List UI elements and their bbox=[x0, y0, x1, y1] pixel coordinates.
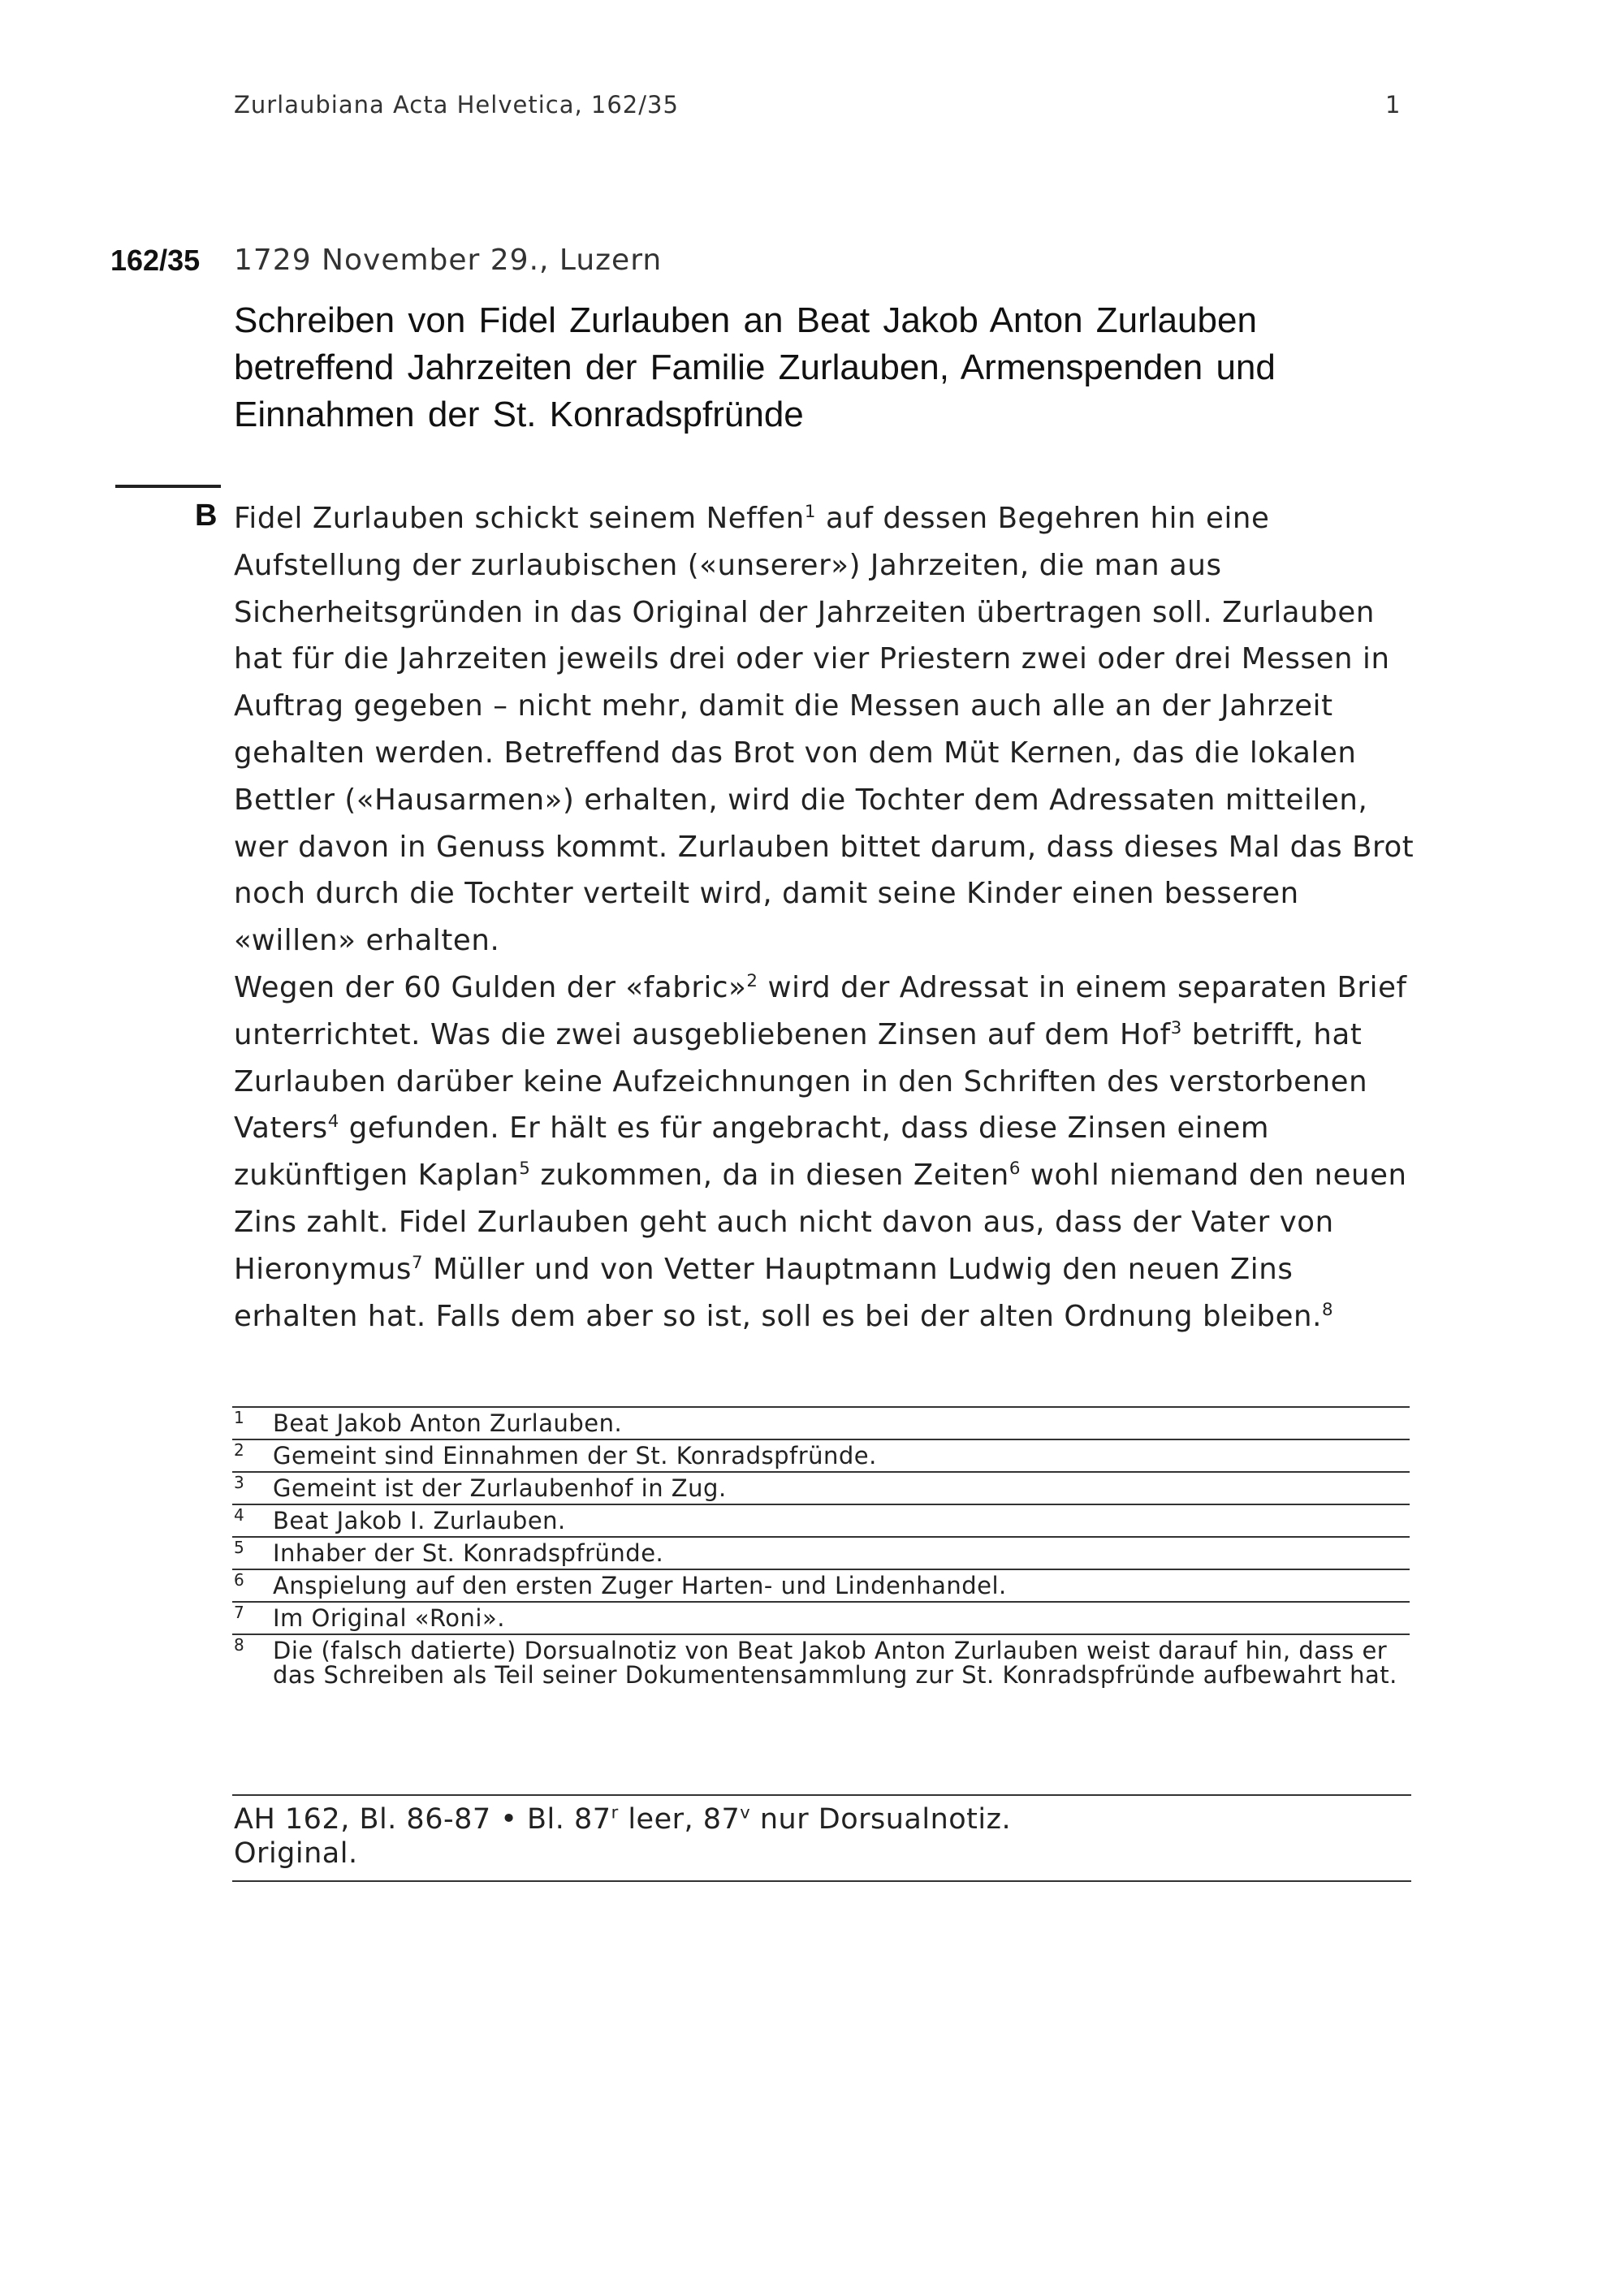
footnote-number: 2 bbox=[234, 1440, 245, 1460]
footnote-number: 7 bbox=[234, 1603, 245, 1622]
footnote-number: 1 bbox=[234, 1408, 245, 1427]
abstract-paragraph-1 bbox=[234, 495, 1419, 965]
footnote bbox=[232, 1536, 1410, 1569]
footnote-text: Die (falsch datierte) Dorsualnotiz von Beat Jakob Anton Zurlauben weist darauf hin, dass er das Schreiben als Teil seiner Dokumentensammlung zur St. Konradspfründe aufbewahrt hat. bbox=[273, 1637, 1397, 1689]
footnote-ref[interactable]: 8 bbox=[1322, 1299, 1334, 1320]
source-line-2: Original. bbox=[234, 1837, 358, 1870]
page-number: 1 bbox=[1385, 91, 1401, 119]
document-number: 162/35 bbox=[110, 244, 201, 277]
section-rule bbox=[115, 485, 221, 488]
footnote bbox=[232, 1601, 1410, 1634]
footnote bbox=[232, 1406, 1410, 1439]
source-text-b: leer, 87 bbox=[618, 1803, 741, 1836]
source-line-1 bbox=[234, 1802, 1411, 1836]
abstract-paragraph-2 bbox=[234, 965, 1419, 1340]
footnote bbox=[232, 1634, 1410, 1695]
document-title: Schreiben von Fidel Zurlauben an Beat Jakob Anton Zurlauben betreffend Jahrzeiten der Familie Zurlauben, Armenspenden und Einnahmen der St. Konradspfründe bbox=[234, 300, 1276, 434]
source-text-a: AH 162, Bl. 86-87 • Bl. 87 bbox=[234, 1803, 611, 1836]
abstract-marker: B bbox=[195, 498, 218, 533]
footnote-text: Beat Jakob I. Zurlauben. bbox=[273, 1507, 566, 1534]
footnote-text: Inhaber der St. Konradspfründe. bbox=[273, 1539, 664, 1567]
footnote-text: Beat Jakob Anton Zurlauben. bbox=[273, 1409, 623, 1437]
footnote-text: Gemeint ist der Zurlaubenhof in Zug. bbox=[273, 1474, 727, 1502]
abstract bbox=[234, 495, 1419, 1340]
text-run: Fidel Zurlauben schickt seinem Neffen bbox=[234, 502, 805, 535]
footnote-number: 6 bbox=[234, 1570, 245, 1590]
footnote-ref[interactable]: 2 bbox=[746, 971, 758, 992]
text-run: wird der Adressat in einem separaten Brief unterrichtet. Was die zwei ausgebliebenen Zinsen auf dem Hof bbox=[234, 970, 1407, 1051]
source-sup-recto: r bbox=[611, 1802, 619, 1823]
text-run: Wegen der 60 Gulden der «fabric» bbox=[234, 970, 747, 1004]
footnote bbox=[232, 1439, 1410, 1471]
footnote-ref[interactable]: 1 bbox=[804, 502, 817, 523]
running-title: Zurlaubiana Acta Helvetica, 162/35 bbox=[234, 91, 679, 119]
footnote-ref[interactable]: 3 bbox=[1170, 1017, 1182, 1038]
text-run: betrifft, hat Zurlauben darüber keine Aufzeichnungen in den Schriften des verstorbenen Vaters bbox=[234, 1017, 1368, 1146]
text-run: wohl niemand den neuen Zins zahlt. Fidel Zurlauben geht auch nicht davon aus, dass der Vater von Hieronymus bbox=[234, 1159, 1407, 1286]
footnote-number: 8 bbox=[234, 1635, 245, 1655]
text-run: auf dessen Begehren hin eine Aufstellung der zurlaubischen («unserer») Jahrzeiten, die man aus Sicherheitsgründen in das Original der Jahrzeiten übertragen soll. Zurlauben hat für die Jahrzeiten jeweils drei oder vier Priestern zwei oder drei Messen in Auftrag gegeben – nicht mehr, damit die Messen auch alle an der Jahrzeit gehalten werden. Betreffend das Brot von dem Müt Kernen, das die lokalen Bettler («Hausarmen») erhalten, wird die Tochter dem Adressaten mitteilen, wer davon in Genuss kommt. Zurlauben bittet darum, dass dieses Mal das Brot noch durch die Tochter verteilt wird, damit seine Kinder einen besseren «willen» erhalten. bbox=[234, 502, 1415, 958]
source-sup-verso: v bbox=[740, 1802, 751, 1823]
footnote bbox=[232, 1569, 1410, 1601]
footnote bbox=[232, 1471, 1410, 1504]
footnote-number: 4 bbox=[234, 1505, 245, 1525]
document-date-place: 1729 November 29., Luzern bbox=[234, 244, 663, 277]
footnote-ref[interactable]: 7 bbox=[412, 1252, 424, 1273]
footnotes-list bbox=[232, 1406, 1410, 1695]
footnote-text: Im Original «Roni». bbox=[273, 1604, 505, 1632]
footnote-number: 5 bbox=[234, 1538, 245, 1557]
text-run: gefunden. Er hält es für angebracht, dass diese Zinsen einem zukünftigen Kaplan bbox=[234, 1111, 1270, 1193]
footnote-number: 3 bbox=[234, 1473, 245, 1492]
source-note bbox=[232, 1794, 1411, 1882]
footnote-text: Anspielung auf den ersten Zuger Harten- und Lindenhandel. bbox=[273, 1572, 1007, 1599]
footnote-ref[interactable]: 5 bbox=[519, 1159, 531, 1180]
footnote-text: Gemeint sind Einnahmen der St. Konradspfründe. bbox=[273, 1442, 877, 1470]
source-text-c: nur Dorsualnotiz. bbox=[750, 1803, 1012, 1836]
text-run: zukommen, da in diesen Zeiten bbox=[530, 1159, 1009, 1193]
text-run: Müller und von Vetter Hauptmann Ludwig den neuen Zins erhalten hat. Falls dem aber so ist, soll es bei der alten Ordnung bleiben. bbox=[234, 1252, 1323, 1333]
footnote bbox=[232, 1504, 1410, 1536]
footnote-ref[interactable]: 6 bbox=[1009, 1159, 1021, 1180]
footnote-ref[interactable]: 4 bbox=[327, 1111, 339, 1133]
